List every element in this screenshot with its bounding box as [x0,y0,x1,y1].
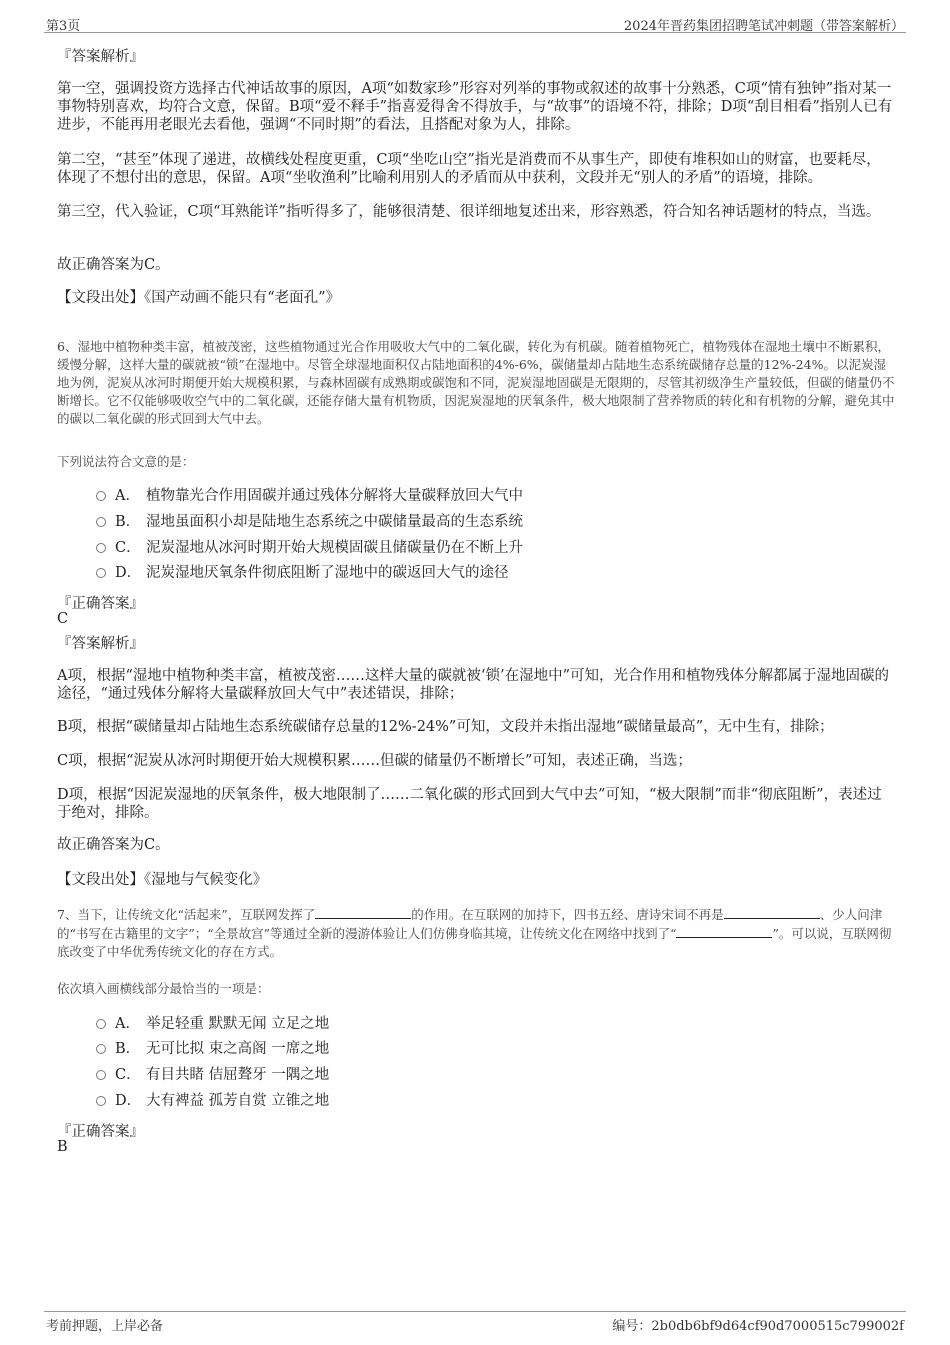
option-b[interactable]: B． 无可比拟 束之高阁 一席之地 [96,1039,329,1059]
option-a[interactable]: A． 植物靠光合作用固碳并通过残体分解将大量碳释放回大气中 [96,486,523,506]
analysis-paragraph: A项，根据“湿地中植物种类丰富，植被茂密……这样大量的碳就被‘锁’在湿地中”可知，光合作用和植物残体分解都属于湿地固碳的途径，“通过残体分解将大量碳释放回大气中”表述错误，排除； [57,668,890,702]
radio-button[interactable] [96,1044,106,1054]
page-number: 第3页 [46,19,81,34]
page-footer [44,1311,906,1338]
document-title: 2024年晋药集团招聘笔试冲刺题（带答案解析） [623,19,904,34]
fill-blank [724,905,820,919]
footer-slogan: 考前押题，上岸必备 [46,1319,164,1334]
analysis-paragraph: 第一空，强调投资方选择古代神话故事的原因，A项“如数家珍”形容对列举的事物或叙述的故事十分熟悉，C项“情有独钟”指对某一事物特别喜欢，均符合文意，保留。B项“爱不释手”指喜爱得舍不得放手，与“故事”的语境不符，排除；D项“刮目相看”指别人已有进步，不能再用老眼光去看他，强调“不同时期”的看法，且搭配对象为人，排除。 [57,81,893,133]
conclusion: 故正确答案为C。 [57,257,170,273]
question-passage: 6、湿地中植物种类丰富，植被茂密，这些植物通过光合作用吸收大气中的二氧化碳，转化为有机碳。随着植物死亡，植物残体在湿地土壤中不断累积，缓慢分解，这样大量的碳就被“锁”在湿地中。尽管全球湿地面积仅占陆地面积的4%-6%，碳储量却占陆地生态系统碳储存总量的12%-24%。以泥炭湿地为例，泥炭从冰河时期便开始大规模积累，与森林固碳有成熟期或碳饱和不同，泥炭湿地固碳是无限期的，尽管其初级净生产量较低，但碳的储量仍不断增长。它不仅能够吸收空气中的二氧化碳，还能存储大量有机物质，因泥炭湿地的厌氧条件，极大地限制了营养物质的转化和有机物的分解，避免其中的碳以二氧化碳的形式回到大气中去。 [57,339,895,426]
fill-blank [315,905,411,919]
question-prompt: 依次填入画横线部分最恰当的一项是： [57,981,270,996]
correct-answer: C [57,611,69,627]
option-c[interactable]: C． 有目共睹 佶屈聱牙 一隅之地 [96,1065,329,1085]
question-passage: 7、当下，让传统文化“活起来”，互联网发挥了 的作用。在互联网的加持下，四书五经、唐诗宋词不再是 、少人问津的“书写在古籍里的文字”；“全景故宫”等通过全新的漫游体验让人们仿佛身临其境，让传统文化在网络中找到了“ ”。可以说，互联网彻底改变了中华优秀传统文化的存在方式。 [57,907,892,959]
source: 【文段出处】《国产动画不能只有“老面孔”》 [57,290,341,306]
correct-answer: B [57,1139,68,1155]
analysis-paragraph: D项，根据“因泥炭湿地的厌氧条件，极大地限制了……二氧化碳的形式回到大气中去”可知，“极大限制”而非“彻底阻断”，表述过于绝对，排除。 [57,787,882,821]
option-b[interactable]: B． 湿地虽面积小却是陆地生态系统之中碳储量最高的生态系统 [96,512,523,532]
option-a[interactable]: A． 举足轻重 默默无闻 立足之地 [96,1014,329,1034]
page-header [44,12,906,33]
analysis-paragraph: 第三空，代入验证，C项“耳熟能详”指听得多了，能够很清楚、很详细地复述出来，形容熟悉，符合知名神话题材的特点，当选。 [57,204,881,220]
option-c[interactable]: C． 泥炭湿地从冰河时期开始大规模固碳且储碳量仍在不断上升 [96,538,523,558]
fill-blank [676,924,772,938]
analysis-paragraph: 第二空，“甚至”体现了递进，故横线处程度更重，C项“坐吃山空”指光是消费而不从事生产，即使有堆积如山的财富，也要耗尽，体现了不想付出的意思，保留。A项“坐收渔利”比喻利用别人的矛盾而从中获利，文段并无“别人的矛盾”的语境，排除。 [57,152,881,186]
correct-answer-label: 『正确答案』 [57,596,144,612]
radio-button[interactable] [96,517,106,527]
conclusion: 故正确答案为C。 [57,837,170,853]
option-d[interactable]: D． 大有裨益 孤芳自赏 立锥之地 [96,1091,329,1111]
source: 【文段出处】《湿地与气候变化》 [57,872,268,888]
correct-answer-label: 『正确答案』 [57,1124,144,1140]
radio-button[interactable] [96,543,106,553]
analysis-paragraph: B项，根据“碳储量却占陆地生态系统碳储存总量的12%-24%”可知，文段并未指出湿地“碳储量最高”，无中生有，排除； [57,719,834,735]
analysis-label: 『答案解析』 [57,636,144,652]
radio-button[interactable] [96,568,106,578]
question-prompt: 下列说法符合文意的是： [57,454,195,469]
radio-button[interactable] [96,1070,106,1080]
analysis-paragraph: C项，根据“泥炭从冰河时期便开始大规模积累……但碳的储量仍不断增长”可知，表述正确，当选； [57,753,692,769]
analysis-label: 『答案解析』 [57,49,144,65]
radio-button[interactable] [96,1019,106,1029]
document-id: 编号：2b0db6bf9d64cf90d7000515c799002f [612,1319,904,1334]
option-d[interactable]: D． 泥炭湿地厌氧条件彻底阻断了湿地中的碳返回大气的途径 [96,563,509,583]
radio-button[interactable] [96,491,106,501]
radio-button[interactable] [96,1096,106,1106]
